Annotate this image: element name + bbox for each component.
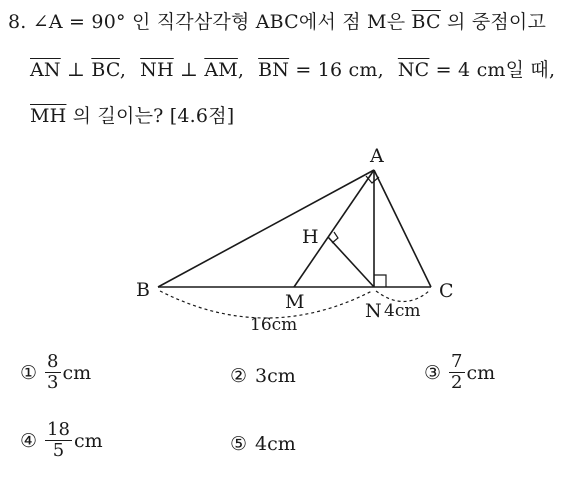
segment-bn: $\overline{BN}$ bbox=[258, 59, 290, 81]
fraction bbox=[449, 352, 464, 393]
label-h: H bbox=[302, 226, 319, 248]
choice-4[interactable] bbox=[20, 420, 103, 461]
question-text-1: ∠A = 90° 인 직각삼각형 ABC에서 점 M은 bbox=[32, 11, 412, 33]
label-b: B bbox=[136, 279, 150, 301]
comma-2: , bbox=[237, 59, 245, 81]
choice-number: ④ bbox=[20, 429, 38, 452]
segment-an: $\overline{AN}$ bbox=[30, 59, 61, 81]
label-n: N bbox=[365, 300, 382, 322]
dimension-arc-bn bbox=[160, 291, 372, 318]
segment-line-ac bbox=[374, 170, 431, 287]
label-m: M bbox=[285, 291, 305, 313]
perp-symbol: ⊥ bbox=[60, 59, 92, 81]
right-angle-mark-n bbox=[374, 275, 386, 287]
denominator: 3 bbox=[47, 372, 59, 393]
numerator: 7 bbox=[451, 351, 463, 372]
question-text-3: 의 길이는? [4.6점] bbox=[66, 105, 235, 127]
segment-nc: $\overline{NC}$ bbox=[397, 59, 430, 81]
choice-2[interactable] bbox=[230, 365, 296, 387]
numerator: 18 bbox=[47, 419, 70, 440]
segment-am: $\overline{AM}$ bbox=[204, 59, 238, 81]
choice-value: 3cm bbox=[255, 365, 296, 387]
dimension-arc-nc bbox=[376, 291, 429, 302]
bn-value: = 16 cm, bbox=[289, 59, 384, 81]
segment-line-nh bbox=[328, 237, 374, 287]
fraction bbox=[45, 420, 72, 461]
fraction bbox=[45, 352, 60, 393]
choice-number: ③ bbox=[424, 361, 442, 384]
label-a: A bbox=[370, 145, 384, 167]
choice-value: 4cm bbox=[255, 433, 296, 455]
unit: cm bbox=[62, 361, 92, 384]
denominator: 5 bbox=[52, 440, 65, 461]
choice-number: ① bbox=[20, 361, 38, 384]
segment-bc: $\overline{BC}$ bbox=[411, 11, 441, 33]
nc-value: = 4 cm일 때, bbox=[429, 59, 556, 81]
label-16cm: 16cm bbox=[250, 315, 298, 335]
segment-bc-2: $\overline{BC}$ bbox=[91, 59, 120, 81]
unit: cm bbox=[73, 429, 103, 452]
choice-1[interactable] bbox=[20, 352, 91, 393]
segment-line-ba bbox=[158, 170, 374, 287]
label-4cm: 4cm bbox=[384, 301, 421, 321]
numerator: 8 bbox=[47, 351, 59, 372]
label-c: C bbox=[439, 280, 454, 302]
unit: cm bbox=[466, 361, 496, 384]
denominator: 2 bbox=[451, 372, 463, 393]
question-text-1b: 의 중점이고 bbox=[440, 11, 547, 33]
perp-symbol-2: ⊥ bbox=[173, 59, 205, 81]
segment-mh: $\overline{MH}$ bbox=[30, 105, 67, 127]
choice-number: ② bbox=[230, 365, 248, 387]
choice-number: ⑤ bbox=[230, 433, 248, 455]
choice-3[interactable] bbox=[424, 352, 495, 393]
segment-nh: $\overline{NH}$ bbox=[140, 59, 174, 81]
choice-5[interactable] bbox=[230, 433, 296, 455]
comma: , bbox=[119, 59, 127, 81]
question-number: 8. bbox=[8, 11, 27, 33]
